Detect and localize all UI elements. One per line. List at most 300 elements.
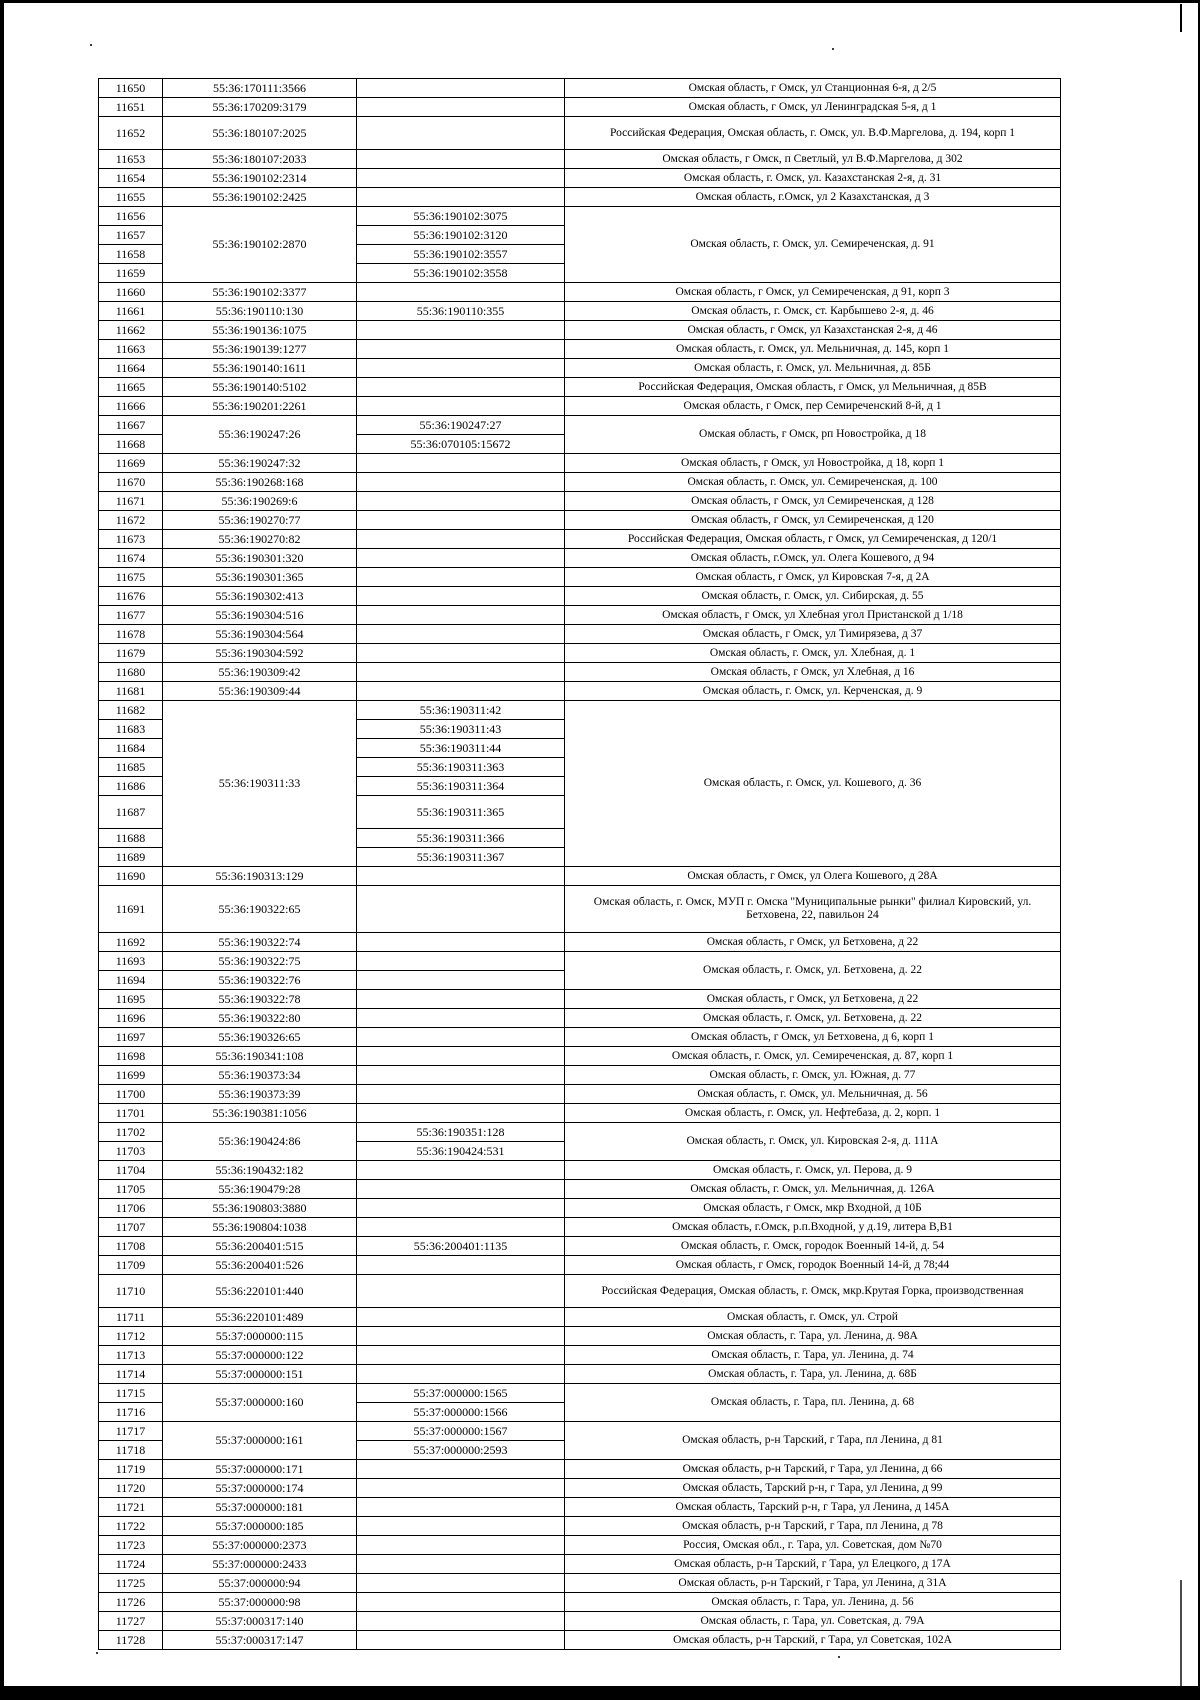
table-row: [99, 1066, 1061, 1085]
sub-cadastral-number: [357, 397, 565, 416]
row-number: 11653: [99, 150, 163, 169]
table-row: [99, 1498, 1061, 1517]
cadastral-number: 55:36:190424:86: [163, 1123, 357, 1161]
table-row: [99, 188, 1061, 207]
cadastral-number: 55:36:170111:3566: [163, 79, 357, 98]
row-number: 11668: [99, 435, 163, 454]
sub-cadastral-number: [357, 530, 565, 549]
address: Омская область, г. Омск, ул. Хлебная, д. 1: [565, 644, 1061, 663]
address: Омская область, р-н Тарский, г Тара, ул Елецкого, д 17А: [565, 1555, 1061, 1574]
cadastral-number: 55:36:180107:2025: [163, 117, 357, 150]
registry-table: [98, 78, 1061, 1650]
row-number: 11684: [99, 739, 163, 758]
cadastral-number: 55:37:000000:2373: [163, 1536, 357, 1555]
sub-cadastral-number: [357, 321, 565, 340]
cadastral-number: 55:36:190322:65: [163, 886, 357, 933]
sub-cadastral-number: [357, 1104, 565, 1123]
row-number: 11724: [99, 1555, 163, 1574]
table-row: [99, 169, 1061, 188]
row-number: 11658: [99, 245, 163, 264]
sub-cadastral-number: 55:36:200401:1135: [357, 1237, 565, 1256]
row-number: 11710: [99, 1275, 163, 1308]
cadastral-number: 55:37:000000:185: [163, 1517, 357, 1536]
table-row: [99, 530, 1061, 549]
cadastral-number: 55:36:190432:182: [163, 1161, 357, 1180]
sub-cadastral-number: [357, 98, 565, 117]
row-number: 11665: [99, 378, 163, 397]
row-number: 11676: [99, 587, 163, 606]
sub-cadastral-number: 55:36:190102:3120: [357, 226, 565, 245]
sub-cadastral-number: 55:36:190311:363: [357, 758, 565, 777]
cadastral-number: 55:36:190479:28: [163, 1180, 357, 1199]
cadastral-number: 55:36:190804:1038: [163, 1218, 357, 1237]
cadastral-number: 55:36:190110:130: [163, 302, 357, 321]
sub-cadastral-number: [357, 79, 565, 98]
sub-cadastral-number: [357, 454, 565, 473]
row-number: 11686: [99, 777, 163, 796]
cadastral-number: 55:36:190381:1056: [163, 1104, 357, 1123]
address: Омская область, г Омск, ул Кировская 7-я, д 2А: [565, 568, 1061, 587]
row-number: 11707: [99, 1218, 163, 1237]
cadastral-number: 55:37:000000:181: [163, 1498, 357, 1517]
table-row: [99, 1218, 1061, 1237]
sub-cadastral-number: 55:36:190102:3557: [357, 245, 565, 264]
sub-cadastral-number: [357, 1180, 565, 1199]
row-number: 11671: [99, 492, 163, 511]
row-number: 11688: [99, 829, 163, 848]
table-row: [99, 682, 1061, 701]
row-number: 11700: [99, 1085, 163, 1104]
sub-cadastral-number: [357, 117, 565, 150]
table-row: [99, 625, 1061, 644]
table-row: [99, 1422, 1061, 1441]
sub-cadastral-number: [357, 1161, 565, 1180]
address: Омская область, г. Омск, ул. Мельничная, д. 56: [565, 1085, 1061, 1104]
row-number: 11703: [99, 1142, 163, 1161]
scan-speck: [90, 44, 92, 46]
address: Омская область, г Омск, ул Хлебная, д 16: [565, 663, 1061, 682]
address: Омская область, г Омск, ул Станционная 6-я, д 2/5: [565, 79, 1061, 98]
sub-cadastral-number: [357, 1009, 565, 1028]
address: Омская область, г. Омск, ул. Сибирская, д. 55: [565, 587, 1061, 606]
address: Омская область, р-н Тарский, г Тара, пл Ленина, д 81: [565, 1422, 1061, 1460]
table-row: [99, 587, 1061, 606]
address: Омская область, г. Омск, ул. Семиреченская, д. 87, корп 1: [565, 1047, 1061, 1066]
sub-cadastral-number: [357, 1346, 565, 1365]
table-row: [99, 1180, 1061, 1199]
cadastral-number: 55:37:000317:140: [163, 1612, 357, 1631]
cadastral-number: 55:36:190322:80: [163, 1009, 357, 1028]
sub-cadastral-number: 55:36:190247:27: [357, 416, 565, 435]
table-row: [99, 283, 1061, 302]
row-number: 11657: [99, 226, 163, 245]
row-number: 11673: [99, 530, 163, 549]
sub-cadastral-number: [357, 359, 565, 378]
row-number: 11660: [99, 283, 163, 302]
cadastral-number: 55:36:190803:3880: [163, 1199, 357, 1218]
sub-cadastral-number: [357, 1498, 565, 1517]
table-row: [99, 1085, 1061, 1104]
table-row: [99, 1275, 1061, 1308]
cadastral-number: 55:37:000000:151: [163, 1365, 357, 1384]
row-number: 11711: [99, 1308, 163, 1327]
cadastral-number: 55:37:000000:2433: [163, 1555, 357, 1574]
address: Омская область, р-н Тарский, г Тара, ул Советская, 102А: [565, 1631, 1061, 1650]
table-row: [99, 1009, 1061, 1028]
row-number: 11708: [99, 1237, 163, 1256]
address: Омская область, г Омск, ул Хлебная угол Пристанской д 1/18: [565, 606, 1061, 625]
cadastral-number: 55:36:190341:108: [163, 1047, 357, 1066]
cadastral-number: 55:36:190322:76: [163, 971, 357, 990]
address: Омская область, г. Тара, ул. Ленина, д. 56: [565, 1593, 1061, 1612]
row-number: 11659: [99, 264, 163, 283]
address: Омская область, г. Омск, ул. Семиреченская, д. 91: [565, 207, 1061, 283]
scan-speck: [832, 48, 834, 50]
cadastral-register: [98, 78, 1060, 1650]
row-number: 11650: [99, 79, 163, 98]
row-number: 11666: [99, 397, 163, 416]
cadastral-number: 55:37:000000:98: [163, 1593, 357, 1612]
sub-cadastral-number: [357, 1593, 565, 1612]
table-row: [99, 952, 1061, 971]
table-row: [99, 663, 1061, 682]
address: Омская область, г Омск, ул Бетховена, д 22: [565, 933, 1061, 952]
sub-cadastral-number: [357, 1199, 565, 1218]
cadastral-number: 55:36:190301:320: [163, 549, 357, 568]
table-row: [99, 302, 1061, 321]
sub-cadastral-number: [357, 1365, 565, 1384]
cadastral-number: 55:36:190102:3377: [163, 283, 357, 302]
sub-cadastral-number: 55:36:190311:42: [357, 701, 565, 720]
sub-cadastral-number: 55:36:190102:3075: [357, 207, 565, 226]
sub-cadastral-number: [357, 1327, 565, 1346]
row-number: 11702: [99, 1123, 163, 1142]
table-row: [99, 397, 1061, 416]
sub-cadastral-number: [357, 150, 565, 169]
sub-cadastral-number: 55:36:190311:365: [357, 796, 565, 829]
sub-cadastral-number: [357, 378, 565, 397]
scan-edge-mark: [1180, 1580, 1182, 1690]
table-row: [99, 933, 1061, 952]
sub-cadastral-number: [357, 1308, 565, 1327]
address: Омская область, г. Омск, ул. Перова, д. 9: [565, 1161, 1061, 1180]
table-row: [99, 1123, 1061, 1142]
sub-cadastral-number: [357, 1218, 565, 1237]
sub-cadastral-number: [357, 1256, 565, 1275]
address: Россия, Омская обл., г. Тара, ул. Советская, дом №70: [565, 1536, 1061, 1555]
cadastral-number: 55:36:200401:515: [163, 1237, 357, 1256]
address: Омская область, Тарский р-н, г Тара, ул Ленина, д 145А: [565, 1498, 1061, 1517]
address: Омская область, г Омск, ул Семиреченская, д 91, корп 3: [565, 283, 1061, 302]
address: Омская область, г. Тара, ул. Ленина, д. 74: [565, 1346, 1061, 1365]
table-row: [99, 340, 1061, 359]
table-row: [99, 549, 1061, 568]
scan-speck: [838, 1656, 840, 1658]
row-number: 11677: [99, 606, 163, 625]
table-row: [99, 321, 1061, 340]
sub-cadastral-number: [357, 952, 565, 971]
address: Омская область, г. Омск, ул. Мельничная, д. 85Б: [565, 359, 1061, 378]
cadastral-number: 55:36:190201:2261: [163, 397, 357, 416]
address: Омская область, г. Омск, ул. Мельничная, д. 145, корп 1: [565, 340, 1061, 359]
row-number: 11705: [99, 1180, 163, 1199]
sub-cadastral-number: [357, 867, 565, 886]
row-number: 11691: [99, 886, 163, 933]
table-row: [99, 1256, 1061, 1275]
row-number: 11699: [99, 1066, 163, 1085]
address: Омская область, г. Омск, ул. Казахстанская 2-я, д. 31: [565, 169, 1061, 188]
row-number: 11692: [99, 933, 163, 952]
sub-cadastral-number: [357, 682, 565, 701]
address: Омская область, г Омск, ул Семиреченская, д 128: [565, 492, 1061, 511]
table-row: [99, 1028, 1061, 1047]
row-number: 11723: [99, 1536, 163, 1555]
row-number: 11661: [99, 302, 163, 321]
cadastral-number: 55:36:190247:32: [163, 454, 357, 473]
row-number: 11669: [99, 454, 163, 473]
scan-speck: [96, 1652, 98, 1654]
cadastral-number: 55:36:190373:34: [163, 1066, 357, 1085]
row-number: 11715: [99, 1384, 163, 1403]
sub-cadastral-number: 55:36:190351:128: [357, 1123, 565, 1142]
table-row: [99, 1199, 1061, 1218]
row-number: 11670: [99, 473, 163, 492]
row-number: 11685: [99, 758, 163, 777]
table-row: [99, 511, 1061, 530]
address: Омская область, г Омск, ул Ленинградская 5-я, д 1: [565, 98, 1061, 117]
row-number: 11690: [99, 867, 163, 886]
cadastral-number: 55:36:190102:2870: [163, 207, 357, 283]
table-row: [99, 1517, 1061, 1536]
cadastral-number: 55:36:190304:592: [163, 644, 357, 663]
table-row: [99, 1047, 1061, 1066]
sub-cadastral-number: 55:36:190424:531: [357, 1142, 565, 1161]
address: Омская область, г. Омск, ул. Нефтебаза, д. 2, корп. 1: [565, 1104, 1061, 1123]
table-row: [99, 867, 1061, 886]
cadastral-number: 55:36:190139:1277: [163, 340, 357, 359]
address: Российская Федерация, Омская область, г Омск, ул Мельничная, д 85В: [565, 378, 1061, 397]
cadastral-number: 55:36:190311:33: [163, 701, 357, 867]
address: Омская область, г.Омск, ул. Олега Кошевого, д 94: [565, 549, 1061, 568]
address: Омская область, г. Омск, ул. Бетховена, д. 22: [565, 952, 1061, 990]
address: Омская область, г Омск, п Светлый, ул В.Ф.Маргелова, д 302: [565, 150, 1061, 169]
cadastral-number: 55:36:170209:3179: [163, 98, 357, 117]
table-row: [99, 378, 1061, 397]
sub-cadastral-number: 55:36:190311:44: [357, 739, 565, 758]
sub-cadastral-number: 55:36:190311:366: [357, 829, 565, 848]
sub-cadastral-number: [357, 1631, 565, 1650]
sub-cadastral-number: [357, 1275, 565, 1308]
cadastral-number: 55:36:190309:44: [163, 682, 357, 701]
cadastral-number: 55:36:190270:82: [163, 530, 357, 549]
sub-cadastral-number: [357, 473, 565, 492]
cadastral-number: 55:36:190326:65: [163, 1028, 357, 1047]
row-number: 11693: [99, 952, 163, 971]
row-number: 11709: [99, 1256, 163, 1275]
row-number: 11706: [99, 1199, 163, 1218]
address: Омская область, г. Омск, ул. Кошевого, д. 36: [565, 701, 1061, 867]
address: Омская область, г. Омск, ул. Строй: [565, 1308, 1061, 1327]
row-number: 11722: [99, 1517, 163, 1536]
sub-cadastral-number: [357, 1085, 565, 1104]
sub-cadastral-number: 55:37:000000:1565: [357, 1384, 565, 1403]
table-row: [99, 207, 1061, 226]
cadastral-number: 55:36:190268:168: [163, 473, 357, 492]
address: Омская область, г Омск, ул Новостройка, д 18, корп 1: [565, 454, 1061, 473]
row-number: 11712: [99, 1327, 163, 1346]
cadastral-number: 55:36:190309:42: [163, 663, 357, 682]
sub-cadastral-number: [357, 188, 565, 207]
cadastral-number: 55:36:190313:129: [163, 867, 357, 886]
sub-cadastral-number: [357, 511, 565, 530]
cadastral-number: 55:36:220101:440: [163, 1275, 357, 1308]
row-number: 11720: [99, 1479, 163, 1498]
sub-cadastral-number: [357, 492, 565, 511]
table-row: [99, 473, 1061, 492]
row-number: 11689: [99, 848, 163, 867]
row-number: 11651: [99, 98, 163, 117]
table-row: [99, 1104, 1061, 1123]
sub-cadastral-number: 55:36:190102:3558: [357, 264, 565, 283]
table-row: [99, 1308, 1061, 1327]
table-row: [99, 492, 1061, 511]
sub-cadastral-number: [357, 340, 565, 359]
row-number: 11655: [99, 188, 163, 207]
table-row: [99, 79, 1061, 98]
table-row: [99, 886, 1061, 933]
cadastral-number: 55:37:000000:171: [163, 1460, 357, 1479]
cadastral-number: 55:36:190140:1611: [163, 359, 357, 378]
table-row: [99, 1384, 1061, 1403]
table-row: [99, 1479, 1061, 1498]
row-number: 11714: [99, 1365, 163, 1384]
address: Омская область, р-н Тарский, г Тара, пл Ленина, д 78: [565, 1517, 1061, 1536]
sub-cadastral-number: 55:36:190311:367: [357, 848, 565, 867]
table-row: [99, 1555, 1061, 1574]
row-number: 11719: [99, 1460, 163, 1479]
cadastral-number: 55:36:190373:39: [163, 1085, 357, 1104]
row-number: 11678: [99, 625, 163, 644]
address: Омская область, г Омск, ул Семиреченская, д 120: [565, 511, 1061, 530]
sub-cadastral-number: [357, 606, 565, 625]
row-number: 11664: [99, 359, 163, 378]
cadastral-number: 55:36:190136:1075: [163, 321, 357, 340]
address: Омская область, г. Омск, ул. Семиреченская, д. 100: [565, 473, 1061, 492]
sub-cadastral-number: [357, 587, 565, 606]
cadastral-number: 55:36:190322:75: [163, 952, 357, 971]
address: Омская область, г.Омск, ул 2 Казахстанская, д 3: [565, 188, 1061, 207]
row-number: 11674: [99, 549, 163, 568]
cadastral-number: 55:37:000000:122: [163, 1346, 357, 1365]
sub-cadastral-number: 55:36:070105:15672: [357, 435, 565, 454]
cadastral-number: 55:36:200401:526: [163, 1256, 357, 1275]
cadastral-number: 55:36:190322:74: [163, 933, 357, 952]
address: Омская область, г. Омск, городок Военный 14-й, д. 54: [565, 1237, 1061, 1256]
sub-cadastral-number: [357, 549, 565, 568]
sub-cadastral-number: [357, 283, 565, 302]
cadastral-number: 55:36:190322:78: [163, 990, 357, 1009]
sub-cadastral-number: [357, 933, 565, 952]
table-row: [99, 701, 1061, 720]
sub-cadastral-number: [357, 1066, 565, 1085]
row-number: 11672: [99, 511, 163, 530]
row-number: 11726: [99, 1593, 163, 1612]
table-row: [99, 454, 1061, 473]
row-number: 11656: [99, 207, 163, 226]
row-number: 11680: [99, 663, 163, 682]
address: Российская Федерация, Омская область, г. Омск, мкр.Крутая Горка, производственная: [565, 1275, 1061, 1308]
row-number: 11679: [99, 644, 163, 663]
table-row: [99, 1460, 1061, 1479]
cadastral-number: 55:36:220101:489: [163, 1308, 357, 1327]
table-row: [99, 990, 1061, 1009]
table-row: [99, 1612, 1061, 1631]
address: Омская область, г. Омск, МУП г. Омска "Муниципальные рынки" филиал Кировский, ул. Бетховена, 22, павильон 24: [565, 886, 1061, 933]
sub-cadastral-number: [357, 1612, 565, 1631]
address: Омская область, г Омск, городок Военный 14-й, д 78;44: [565, 1256, 1061, 1275]
sub-cadastral-number: [357, 1479, 565, 1498]
address: Омская область, г. Омск, ул. Мельничная, д. 126А: [565, 1180, 1061, 1199]
sub-cadastral-number: [357, 644, 565, 663]
sub-cadastral-number: 55:36:190110:355: [357, 302, 565, 321]
row-number: 11654: [99, 169, 163, 188]
address: Омская область, г. Тара, ул. Ленина, д. 68Б: [565, 1365, 1061, 1384]
table-row: [99, 568, 1061, 587]
sub-cadastral-number: [357, 1047, 565, 1066]
table-row: [99, 606, 1061, 625]
row-number: 11695: [99, 990, 163, 1009]
cadastral-number: 55:36:190304:564: [163, 625, 357, 644]
row-number: 11675: [99, 568, 163, 587]
table-row: [99, 1346, 1061, 1365]
table-row: [99, 150, 1061, 169]
table-row: [99, 416, 1061, 435]
sub-cadastral-number: [357, 971, 565, 990]
sub-cadastral-number: [357, 663, 565, 682]
row-number: 11683: [99, 720, 163, 739]
sub-cadastral-number: [357, 1517, 565, 1536]
row-number: 11728: [99, 1631, 163, 1650]
address: Омская область, г Омск, ул Бетховена, д 22: [565, 990, 1061, 1009]
row-number: 11704: [99, 1161, 163, 1180]
table-row: [99, 1536, 1061, 1555]
address: Омская область, г. Тара, ул. Ленина, д. 98А: [565, 1327, 1061, 1346]
row-number: 11721: [99, 1498, 163, 1517]
cadastral-number: 55:36:190269:6: [163, 492, 357, 511]
row-number: 11713: [99, 1346, 163, 1365]
sub-cadastral-number: 55:36:190311:43: [357, 720, 565, 739]
table-row: [99, 117, 1061, 150]
row-number: 11696: [99, 1009, 163, 1028]
row-number: 11663: [99, 340, 163, 359]
sub-cadastral-number: [357, 625, 565, 644]
table-row: [99, 98, 1061, 117]
cadastral-number: 55:36:190302:413: [163, 587, 357, 606]
table-row: [99, 359, 1061, 378]
address: Омская область, г Омск, рп Новостройка, д 18: [565, 416, 1061, 454]
cadastral-number: 55:36:190270:77: [163, 511, 357, 530]
row-number: 11662: [99, 321, 163, 340]
table-row: [99, 1631, 1061, 1650]
table-row: [99, 1574, 1061, 1593]
address: Омская область, г Омск, мкр Входной, д 10Б: [565, 1199, 1061, 1218]
sub-cadastral-number: [357, 990, 565, 1009]
cadastral-number: 55:36:190304:516: [163, 606, 357, 625]
row-number: 11667: [99, 416, 163, 435]
address: Омская область, г. Тара, пл. Ленина, д. 68: [565, 1384, 1061, 1422]
address: Омская область, г. Тара, ул. Советская, д. 79А: [565, 1612, 1061, 1631]
cadastral-number: 55:37:000317:147: [163, 1631, 357, 1650]
